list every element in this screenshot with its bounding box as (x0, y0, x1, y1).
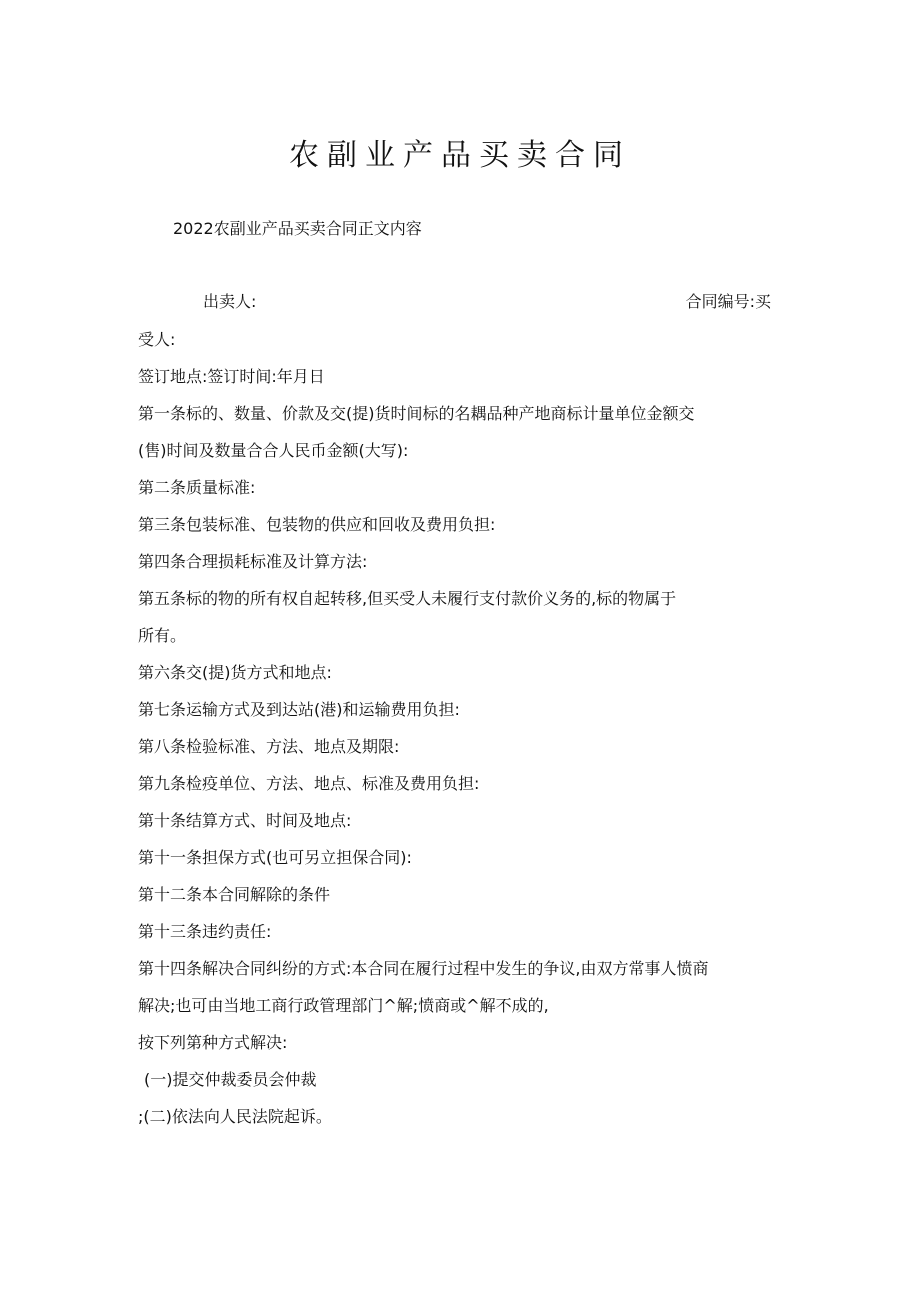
body-line: 第六条交(提)货方式和地点: (138, 663, 332, 682)
body-line: (售)时间及数量合合人民币金额(大写): (138, 441, 409, 460)
document-subtitle: 2022农副业产品买卖合同正文内容 (173, 219, 422, 238)
body-line: 第十条结算方式、时间及地点: (138, 811, 352, 830)
party-row (203, 290, 771, 314)
body-line: 第四条合理损耗标准及计算方法: (138, 552, 368, 571)
body-line: 第五条标的物的所有权自起转移,但买受人未履行支付款价义务的,标的物属于 (138, 589, 677, 608)
seller-label: 出卖人: (203, 292, 257, 311)
body-line: ;(二)依法向人民法院起诉。 (138, 1107, 332, 1126)
body-line: (一)提交仲裁委员会仲裁 (144, 1070, 317, 1089)
body-line: 第八条检验标准、方法、地点及期限: (138, 737, 400, 756)
body-line: 按下列第种方式解决: (138, 1033, 288, 1052)
body-line: 第十四条解决合同纠纷的方式:本合同在履行过程中发生的争议,由双方常事人愤商 (138, 959, 709, 978)
body-line: 第一条标的、数量、价款及交(提)货时间标的名耦品种产地商标计量单位金额交 (138, 404, 695, 423)
contract-number-label: 合同编号:买 (685, 292, 771, 311)
body-line: 受人: (138, 330, 176, 349)
body-line: 第九条检疫单位、方法、地点、标准及费用负担: (138, 774, 480, 793)
body-line: 第十三条违约责任: (138, 922, 272, 941)
body-line: 第七条运输方式及到达站(港)和运输费用负担: (138, 700, 460, 719)
body-line: 第三条包装标准、包装物的供应和回收及费用负担: (138, 515, 496, 534)
document-title: 农副业产品买卖合同 (289, 138, 631, 173)
body-line: 所有。 (138, 626, 187, 645)
contract-body (138, 328, 788, 1142)
body-line: 第二条质量标准: (138, 478, 256, 497)
body-line: 第十二条本合同解除的条件 (138, 885, 331, 904)
body-line: 签订地点:签订时间:年月日 (138, 367, 325, 386)
body-line: 解决;也可由当地工商行政管理部门^解;愤商或^解不成的, (138, 996, 549, 1015)
body-line: 第十一条担保方式(也可另立担保合同): (138, 848, 412, 867)
